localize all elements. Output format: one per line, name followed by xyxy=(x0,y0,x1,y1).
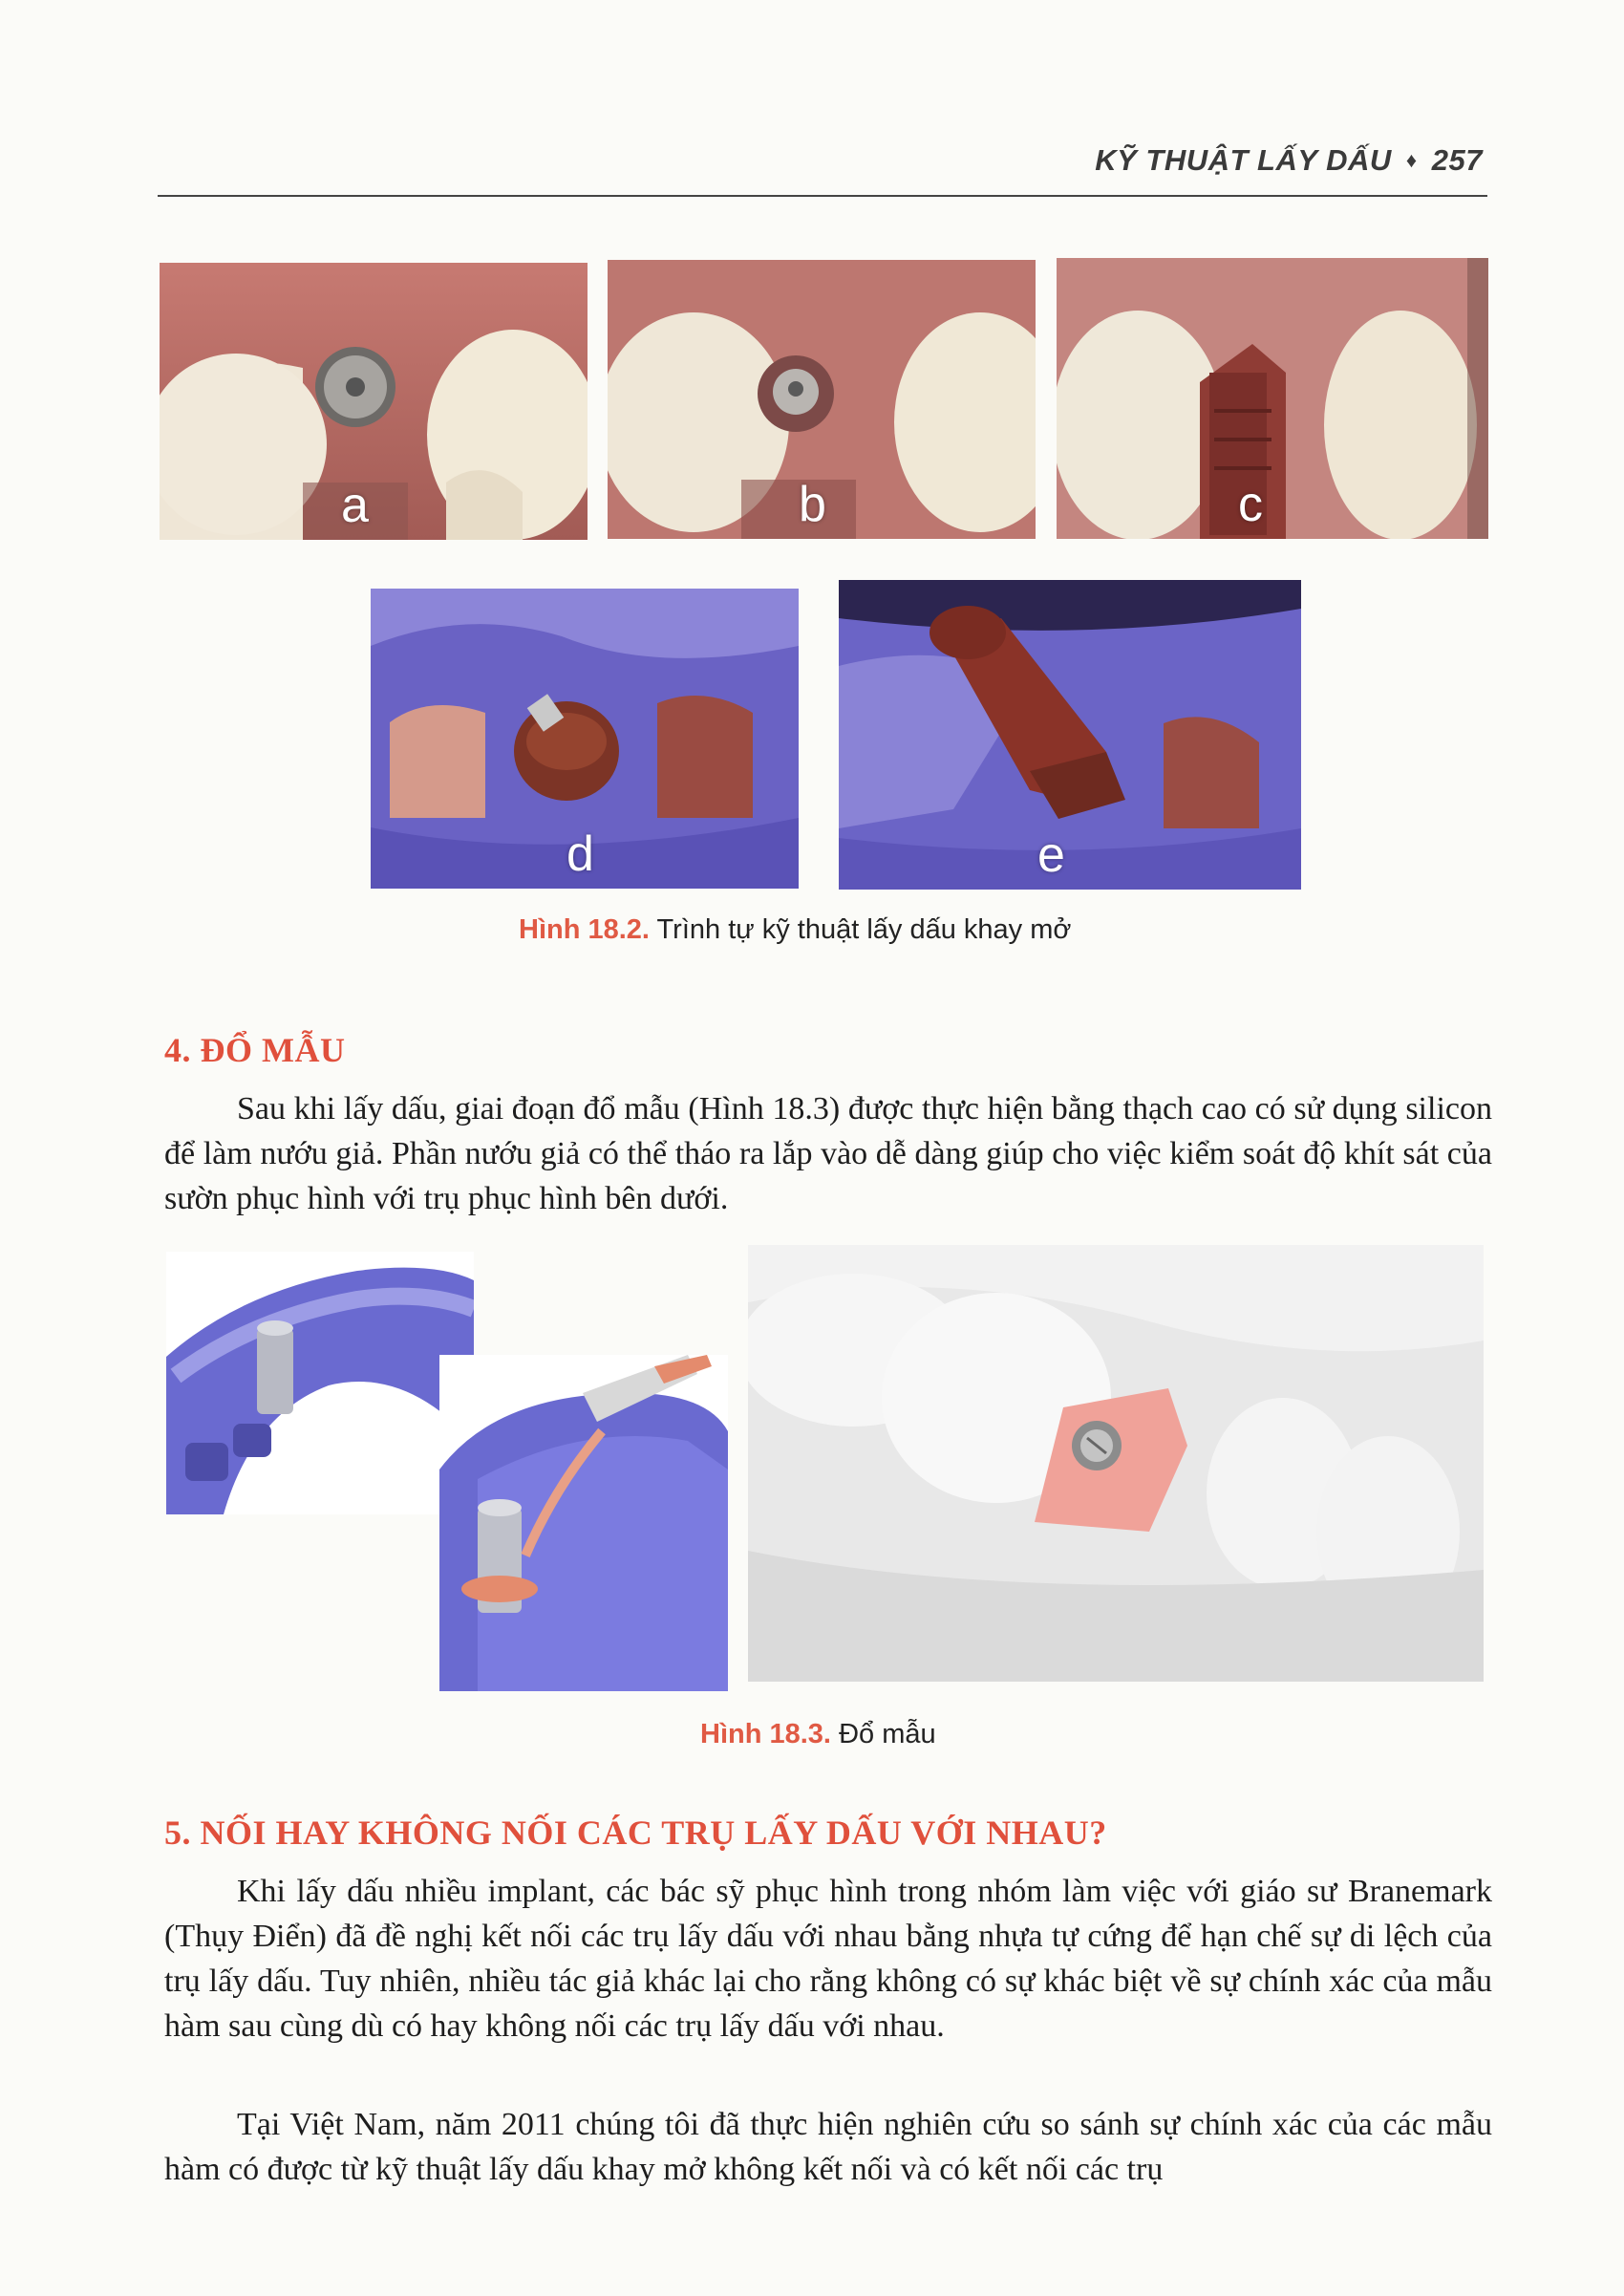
chapter-title: KỸ THUẬT LẤY DẤU xyxy=(1095,143,1392,177)
header-rule xyxy=(158,195,1487,197)
panel-label-a: a xyxy=(341,478,369,533)
photo-panel-a xyxy=(160,263,588,540)
figure-18-2-number: Hình 18.2. xyxy=(519,914,650,945)
section-5-heading: 5. NỐI HAY KHÔNG NỐI CÁC TRỤ LẤY DẤU VỚI NHAU? xyxy=(164,1813,1107,1852)
illustration-impression-tray xyxy=(166,1252,474,1514)
cast-model-drawing xyxy=(748,1245,1484,1682)
figure-18-3-number: Hình 18.3. xyxy=(700,1719,831,1749)
gingiva-injection-drawing xyxy=(439,1355,728,1691)
illustration-gingiva-injection xyxy=(439,1355,728,1691)
panel-label-d: d xyxy=(566,826,594,882)
page-number: 257 xyxy=(1431,143,1483,177)
figure-18-2-text: Trình tự kỹ thuật lấy dấu khay mở xyxy=(656,914,1072,945)
panel-label-c: c xyxy=(1238,477,1263,532)
section-5-paragraph-2: Tại Việt Nam, năm 2011 chúng tôi đã thực hiện nghiên cứu so sánh sự chính xác của các mẫu hàm có được từ kỹ thuật lấy dấu khay mở không kết nối và có kết nối các trụ xyxy=(164,2107,1492,2187)
photo-panel-e xyxy=(839,580,1301,890)
figure-18-3-text: Đổ mẫu xyxy=(839,1719,936,1749)
dental-photo-a xyxy=(160,263,588,540)
dental-photo-e xyxy=(839,580,1301,890)
illustration-cast-model xyxy=(748,1245,1484,1682)
dental-photo-c xyxy=(1057,258,1488,539)
running-header xyxy=(1095,143,1483,178)
photo-panel-c xyxy=(1057,258,1488,539)
panel-label-b: b xyxy=(799,477,826,532)
photo-panel-b xyxy=(608,260,1036,539)
photo-panel-d xyxy=(371,589,799,889)
diamond-separator: ♦ xyxy=(1405,148,1418,172)
section-4-paragraph: Sau khi lấy dấu, giai đoạn đổ mẫu (Hình 18.3) được thực hiện bằng thạch cao có sử dụng silicon để làm nướu giả. Phần nướu giả có thể tháo ra lắp vào dễ dàng giúp cho việc kiểm soát độ khít sát của sườn phục hình với trụ phục hình bên dưới. xyxy=(164,1091,1492,1216)
section-4-heading: 4. ĐỔ MẪU xyxy=(164,1031,346,1069)
impression-tray-drawing xyxy=(166,1252,474,1514)
figure-18-2-caption xyxy=(519,914,1071,946)
figure-18-3-caption xyxy=(700,1719,936,1750)
section-5-paragraph-1: Khi lấy dấu nhiều implant, các bác sỹ phục hình trong nhóm làm việc với giáo sư Branemark (Thụy Điển) đã đề nghị kết nối các trụ lấy dấu với nhau bằng nhựa tự cứng để hạn chế sự di lệch của trụ lấy dấu. Tuy nhiên, nhiều tác giả khác lại cho rằng không có sự khác biệt về sự chính xác của mẫu hàm sau cùng dù có hay không nối các trụ lấy dấu với nhau. xyxy=(164,1874,1492,2044)
panel-label-e: e xyxy=(1037,827,1065,883)
